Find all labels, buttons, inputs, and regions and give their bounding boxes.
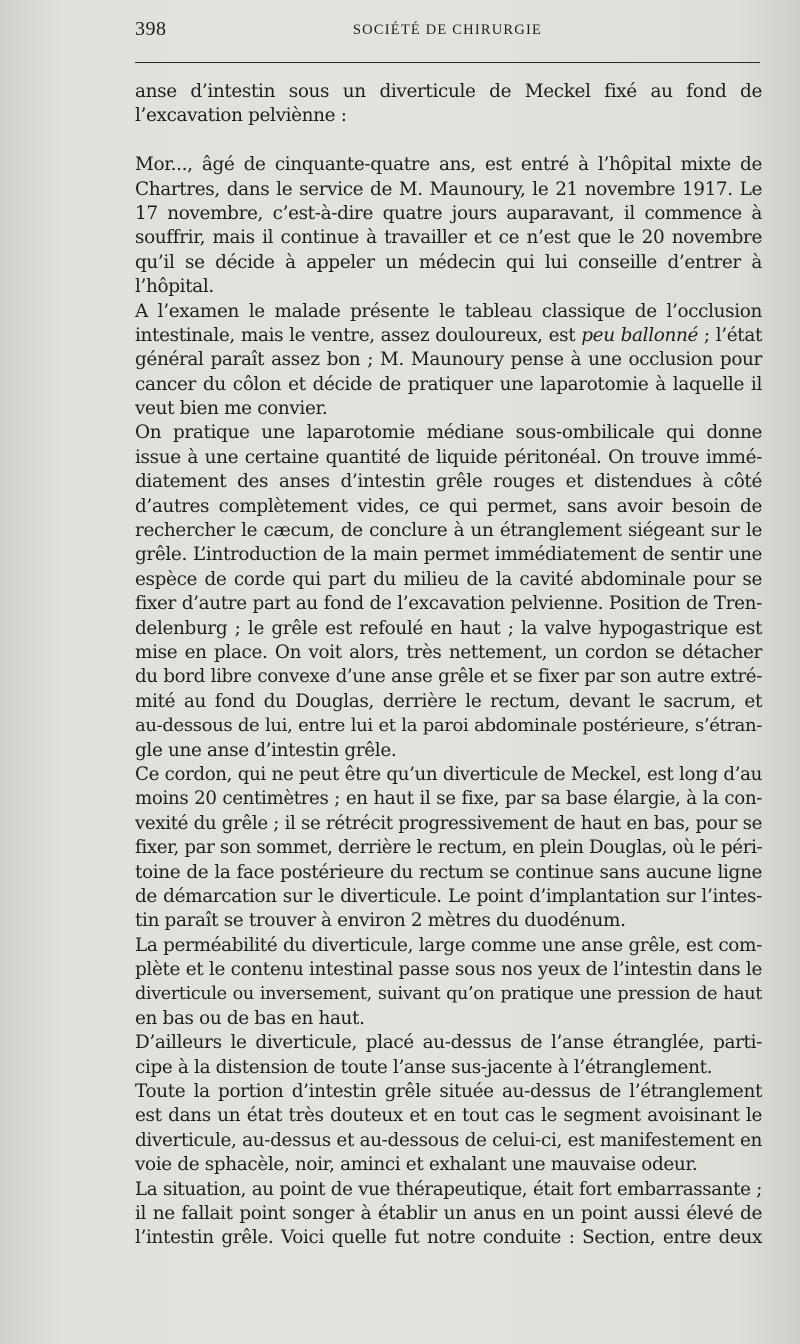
- text-line: issue à une certaine quantité de liquide péritonéal. On trouve immé-: [135, 446, 762, 468]
- text-line: 17 novembre, c’est-à-dire quatre jours auparavant, il commence à: [135, 202, 762, 224]
- text-line: moins 20 centimètres ; en haut il se fixe, par sa base élargie, à la con-: [135, 788, 762, 810]
- running-head: SOCIÉTÉ DE CHIRURGIE: [352, 22, 543, 38]
- text-line: rechercher le cæcum, de conclure à un étranglement siégeant sur le: [135, 520, 762, 542]
- text-line: On pratique une laparotomie médiane sous-ombilicale qui donne: [135, 422, 762, 444]
- text-line: vexité du grêle ; il se rétrécit progressivement de haut en bas, pour se: [135, 812, 762, 834]
- text-line: du bord libre convexe d’une anse grêle et se fixer par son autre extré-: [135, 666, 762, 688]
- text-line: de démarcation sur le diverticule. Le point d’implantation sur l’intes-: [135, 885, 762, 907]
- text-line: tin paraît se trouver à environ 2 mètres du duodénum.: [135, 910, 626, 932]
- text-line: l’hôpital.: [135, 276, 214, 298]
- text-line: cipe à la distension de toute l’anse sus-jacente à l’étranglement.: [135, 1056, 713, 1078]
- text-line: il ne fallait point songer à établir un anus en un point aussi élevé de: [135, 1202, 762, 1224]
- text-line: d’autres complètement vides, ce qui permet, sans avoir besoin de: [135, 495, 762, 517]
- text-line: diatement des anses d’intestin grêle rouges et distendues à côté: [135, 471, 762, 493]
- text-line: mité au fond du Douglas, derrière le rectum, devant le sacrum, et: [135, 690, 762, 712]
- text-line: souffrir, mais il continue à travailler et ce n’est que le 20 novembre: [135, 227, 762, 249]
- page-header: [135, 14, 760, 50]
- text-line: mise en place. On voit alors, très nettement, un cordon se détacher: [135, 641, 762, 663]
- text-line: D’ailleurs le diverticule, placé au-dessus de l’anse étranglée, parti-: [135, 1032, 762, 1054]
- text-line: grêle. L’introduction de la main permet immédiatement de sentir une: [135, 544, 762, 566]
- text-line: Mor..., âgé de cinquante-quatre ans, est entré à l’hôpital mixte de: [135, 154, 762, 176]
- text-line: l’intestin grêle. Voici quelle fut notre conduite : Section, entre deux: [135, 1227, 762, 1249]
- text-line: gle une anse d’intestin grêle.: [135, 739, 397, 761]
- text-line: fixer, par son sommet, derrière le rectum, en plein Douglas, où le péri-: [135, 837, 763, 859]
- text-line: cancer du côlon et décide de pratiquer une laparotomie à laquelle il: [135, 373, 762, 395]
- text-line: La perméabilité du diverticule, large comme une anse grêle, est com-: [135, 934, 762, 956]
- text-line: Ce cordon, qui ne peut être qu’un diverticule de Meckel, est long d’au: [135, 763, 762, 785]
- text-line: toine de la face postérieure du rectum se continue sans aucune ligne: [135, 861, 762, 883]
- text-line: l’excavation pelviènne :: [135, 105, 347, 127]
- text-line: voie de sphacèle, noir, aminci et exhalant une mauvaise odeur.: [135, 1154, 698, 1176]
- page-number: 398: [135, 18, 167, 40]
- text-line: A l’examen le malade présente le tableau classique de l’occlusion: [135, 300, 762, 322]
- text-line: espèce de corde qui part du milieu de la cavité abdominale pour se: [135, 568, 762, 590]
- text-line: diverticule ou inversement, suivant qu’on pratique une pression de haut: [135, 984, 762, 1005]
- text-line: plète et le contenu intestinal passe sous nos yeux de l’intestin dans le: [135, 959, 762, 981]
- text-line: delenburg ; le grêle est refoulé en haut ; la valve hypogastrique est: [135, 617, 762, 639]
- text-line: Chartres, dans le service de M. Maunoury, le 21 novembre 1917. Le: [135, 178, 762, 200]
- emphasis: peu ballonné: [581, 324, 698, 346]
- text-line: anse d’intestin sous un diverticule de Meckel fixé au fond de: [135, 81, 762, 102]
- text-line: au-dessous de lui, entre lui et la paroi abdominale postérieure, s’étran-: [135, 715, 762, 737]
- header-rule: [135, 62, 760, 63]
- text-line: veut bien me convier.: [135, 398, 328, 420]
- text-line: intestinale, mais le ventre, assez douloureux, est peu ballonné ; l’état: [135, 324, 762, 346]
- text-line: est dans un état très douteux et en tout cas le segment avoisinant le: [135, 1105, 762, 1127]
- text-line: fixer d’autre part au fond de l’excavation pelvienne. Position de Tren-: [135, 593, 762, 615]
- text-line: qu’il se décide à appeler un médecin qui lui conseille d’entrer à: [135, 251, 762, 273]
- paragraph-gap: [135, 129, 762, 153]
- text-line: La situation, au point de vue thérapeutique, était fort embarrassante ;: [135, 1178, 762, 1200]
- text-line: Toute la portion d’intestin grêle située au-dessus de l’étranglement: [135, 1081, 762, 1103]
- text-line: en bas ou de bas en haut.: [135, 1007, 365, 1029]
- text-line: diverticule, au-dessus et au-dessous de celui-ci, est manifestement en: [135, 1129, 762, 1151]
- body-text: [135, 80, 762, 1251]
- text-line: général paraît assez bon ; M. Maunoury pense à une occlusion pour: [135, 349, 762, 371]
